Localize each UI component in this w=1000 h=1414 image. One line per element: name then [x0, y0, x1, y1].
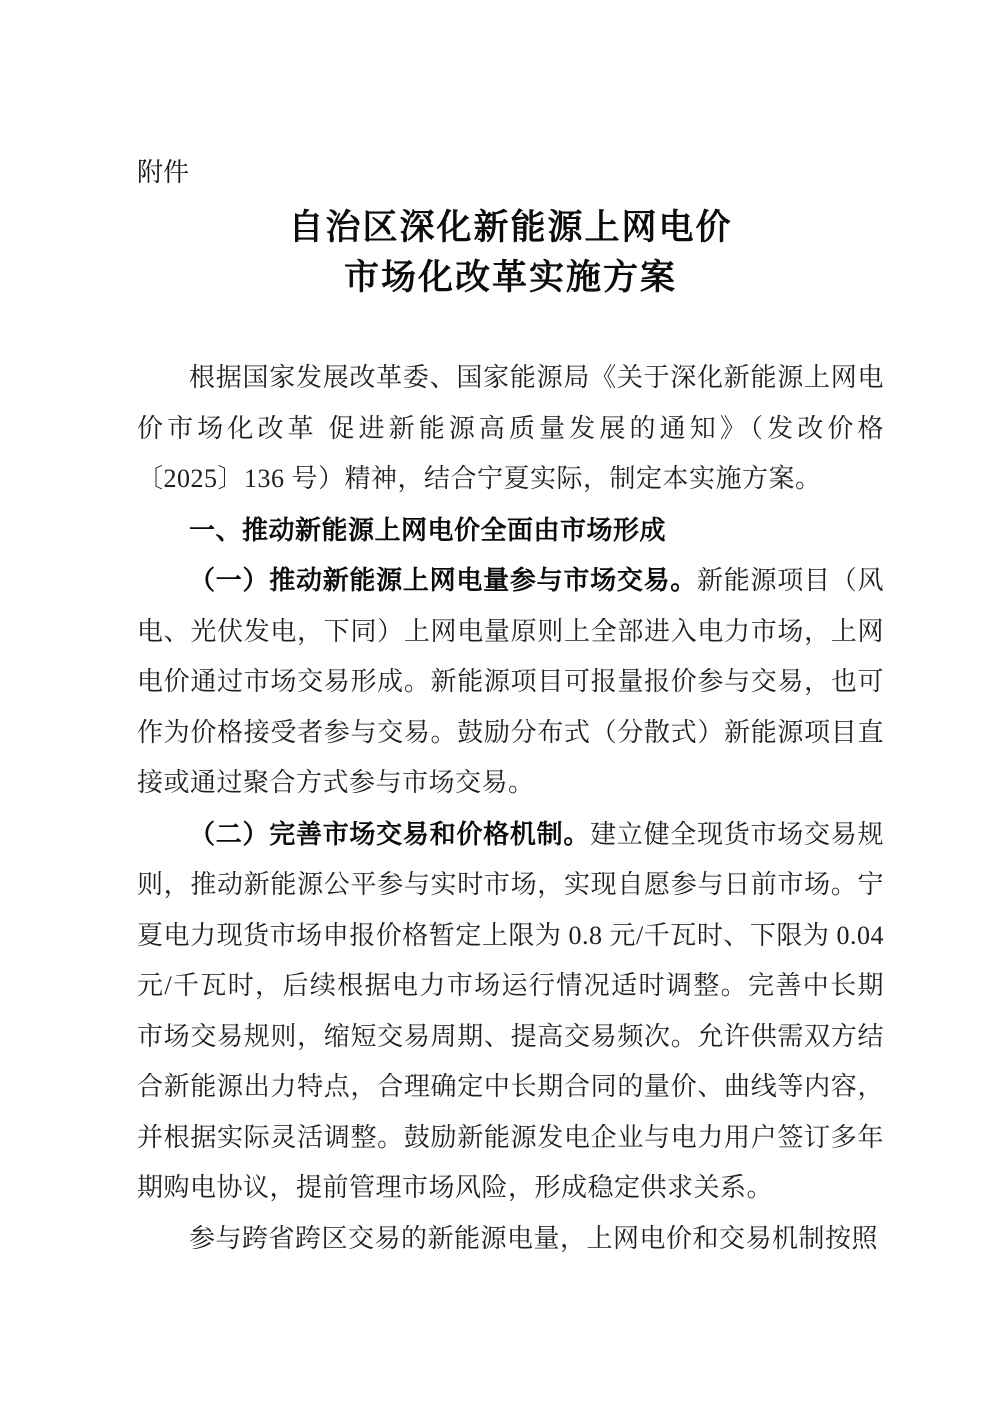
item2-text: 建立健全现货市场交易规则，推动新能源公平参与实时市场，实现自愿参与日前市场。宁夏电力现货市场申报价格暂定上限为 0.8 元/千瓦时、下限为 0.04 元/千瓦时，后续根据电力市场运行情况适时调整。完善中长期市场交易规则，缩短交易周期、提高交易频次。允许供需双方结合新能源出力特点，合理确定中长期合同的量价、曲线等内容，并根据实际灵活调整。鼓励新能源发电企业与电力用户签订多年期购电协议，提前管理市场风险，形成稳定供求关系。	[137, 819, 884, 1202]
item2-lead: （二）完善市场交易和价格机制。	[189, 818, 591, 849]
document-title-line1: 自治区深化新能源上网电价	[288, 208, 733, 247]
closing-paragraph: 参与跨省跨区交易的新能源电量，上网电价和交易机制按照	[189, 1223, 879, 1253]
item1-text: 新能源项目（风电、光伏发电，下同）上网电量原则上全部进入电力市场，上网电价通过市场交易形成。新能源项目可报量报价参与交易，也可作为价格接受者参与交易。鼓励分布式（分散式）新能源项目直接或通过聚合方式参与市场交易。	[137, 566, 884, 797]
item1-lead: （一）推动新能源上网电量参与市场交易。	[189, 565, 698, 595]
attachment-label: 附件	[137, 157, 190, 187]
item1-paragraph	[137, 555, 884, 809]
document-body	[137, 353, 884, 1264]
document-title-line2: 市场化改革实施方案	[343, 258, 677, 297]
document-content	[137, 155, 884, 1264]
section1-heading: 一、推动新能源上网电价全面由市场形成	[189, 514, 667, 545]
document-title	[137, 203, 884, 303]
intro-paragraph: 根据国家发展改革委、国家能源局《关于深化新能源上网电价市场化改革 促进新能源高质量发展的通知》（发改价格〔2025〕136 号）精神，结合宁夏实际，制定本实施方案。	[137, 363, 884, 493]
item2-paragraph	[137, 809, 884, 1214]
